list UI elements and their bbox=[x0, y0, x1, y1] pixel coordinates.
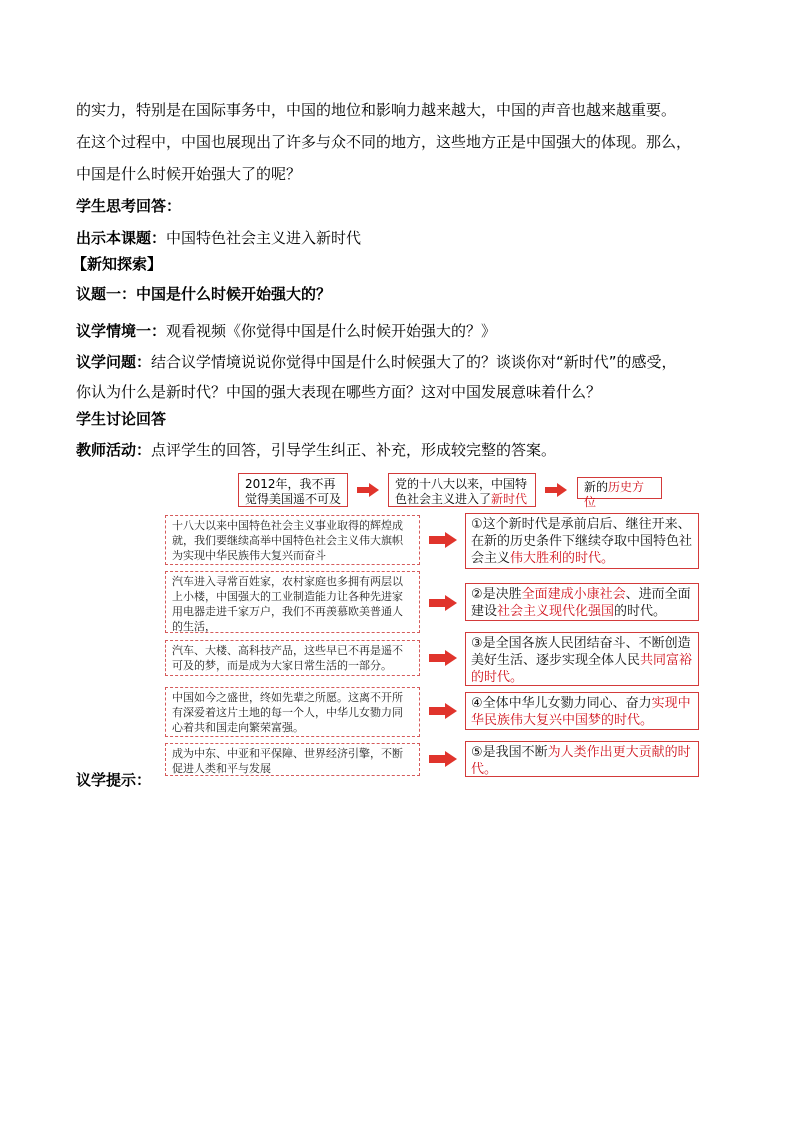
question-line-1 bbox=[76, 352, 677, 372]
right-arrow-icon bbox=[429, 703, 457, 719]
right-box-4-post: 的时代。 bbox=[601, 713, 654, 728]
situation-label: 议学情境一： bbox=[76, 322, 167, 340]
left-box-4 bbox=[165, 687, 420, 737]
question-line-2: 你认为什么是新时代？中国的强大表现在哪些方面？这对中国发展意味着什么？ bbox=[76, 383, 602, 401]
show-topic-text: 中国特色社会主义进入新时代 bbox=[166, 229, 362, 247]
right-arrow-icon bbox=[545, 483, 567, 497]
right-box-4-text: ④全体中华儿女勠力同心、奋力 bbox=[471, 696, 652, 711]
question-text-1: 结合议学情境说说你觉得中国是什么时候强大了的？谈谈你对“新时代”的感受， bbox=[151, 353, 677, 371]
left-box-1 bbox=[165, 515, 420, 565]
teacher-line bbox=[76, 440, 556, 460]
right-arrow-icon bbox=[429, 650, 457, 666]
right-box-2-mid: 、进而全面建设 bbox=[471, 587, 691, 619]
hint-label: 议学提示： bbox=[76, 771, 152, 789]
question-label: 议学问题： bbox=[76, 353, 152, 371]
right-box-3-red: 共同富裕 bbox=[640, 653, 693, 668]
show-topic-label: 出示本课题： bbox=[76, 229, 167, 247]
left-box-5 bbox=[165, 743, 420, 776]
right-box-2-text: ②是决胜 bbox=[471, 587, 522, 602]
top-box-hist-text: 新的 bbox=[584, 480, 609, 494]
paragraph-line-1: 的实力，特别是在国际事务中，中国的地位和影响力越来越大，中国的声音也越来越重要。 bbox=[76, 101, 677, 119]
right-box-4 bbox=[465, 692, 699, 730]
top-box-2012-text: 2012年，我不再觉得美国遥不可及 bbox=[245, 477, 342, 506]
left-box-5-text: 成为中东、中亚和平保障、世界经济引擎，不断促进人类和平与发展 bbox=[172, 747, 403, 775]
left-box-4-text: 中国如今之盛世，终如先辈之所愿。这离不开所有深爱着这片土地的每一个人，中华儿女勠力同心着共和国走向繁荣富强。 bbox=[172, 691, 403, 734]
right-box-2 bbox=[465, 583, 699, 621]
student-think-label: 学生思考回答： bbox=[76, 197, 182, 215]
right-box-4-red: 实现中华民族伟大复兴中国梦 bbox=[471, 696, 691, 728]
right-arrow-icon bbox=[357, 483, 379, 497]
right-box-2-red2: 社会主义现代化强国 bbox=[497, 604, 615, 619]
right-box-1-post: 的时代。 bbox=[562, 551, 615, 566]
show-topic-line bbox=[76, 228, 361, 248]
right-arrow-icon bbox=[429, 751, 457, 767]
paragraph-line-3: 中国是什么时候开始强大了的呢？ bbox=[76, 165, 302, 183]
right-box-2-post: 的时代。 bbox=[614, 604, 667, 619]
left-box-1-text: 十八大以来中国特色社会主义事业取得的辉煌成就，我们要继续高举中国特色社会主义伟大旗帜为实现中华民族伟大复兴而奋斗 bbox=[172, 519, 403, 562]
right-box-3 bbox=[465, 632, 699, 686]
left-box-3 bbox=[165, 640, 420, 676]
right-box-5-red: 为人类作出更大贡献 bbox=[547, 745, 665, 760]
left-box-3-text: 汽车、大楼、高科技产品，这些早已不再是遥不可及的梦，而是成为大家日常生活的一部分。 bbox=[172, 644, 403, 672]
teacher-text: 点评学生的回答，引导学生纠正、补充，形成较完整的答案。 bbox=[151, 441, 557, 459]
top-box-new-era-red: 新时代 bbox=[491, 492, 528, 506]
top-box-hist-red: 历史方位 bbox=[584, 480, 645, 509]
right-box-1-red: 伟大胜利 bbox=[510, 551, 563, 566]
right-box-2-red: 全面建成小康社会 bbox=[521, 587, 626, 602]
right-box-5 bbox=[465, 741, 699, 777]
right-box-1 bbox=[465, 513, 699, 569]
topic-one: 议题一：中国是什么时候开始强大的？ bbox=[76, 285, 332, 303]
paragraph-line-2: 在这个过程中，中国也展现出了许多与众不同的地方，这些地方正是中国强大的体现。那么， bbox=[76, 133, 692, 151]
teacher-label: 教师活动： bbox=[76, 441, 152, 459]
right-arrow-icon bbox=[429, 595, 457, 611]
left-box-2-text: 汽车进入寻常百姓家，农村家庭也多拥有两层以上小楼，中国强大的工业制造能力让各种先进家用电器走进千家万户，我们不再羡慕欧美普通人的生活， bbox=[172, 575, 403, 633]
top-box-new-era bbox=[388, 473, 536, 507]
situation-text: 观看视频《你觉得中国是什么时候开始强大的？》 bbox=[166, 322, 497, 340]
right-box-3-text: ③是全国各族人民团结奋斗、不断创造美好生活、逐步实现全体人民 bbox=[471, 636, 691, 668]
right-box-5-post: 的时代。 bbox=[471, 745, 691, 777]
section-title: 【新知探索】 bbox=[72, 255, 163, 273]
situation-line bbox=[76, 321, 496, 341]
right-box-3-post: 的时代。 bbox=[471, 670, 524, 685]
top-box-historical-position bbox=[577, 477, 662, 509]
right-arrow-icon bbox=[429, 532, 457, 548]
right-box-1-text: ①这个新时代是承前启后、继往开来、在新的历史条件下继续夺取中国特色社会主义 bbox=[471, 517, 693, 566]
right-box-5-text: ⑤是我国不断 bbox=[471, 745, 548, 760]
left-box-2 bbox=[165, 571, 420, 633]
top-box-new-era-text: 党的十八大以来，中国特色社会主义进入了 bbox=[395, 477, 528, 506]
student-discuss-label: 学生讨论回答 bbox=[76, 410, 167, 428]
top-box-2012 bbox=[238, 473, 348, 507]
